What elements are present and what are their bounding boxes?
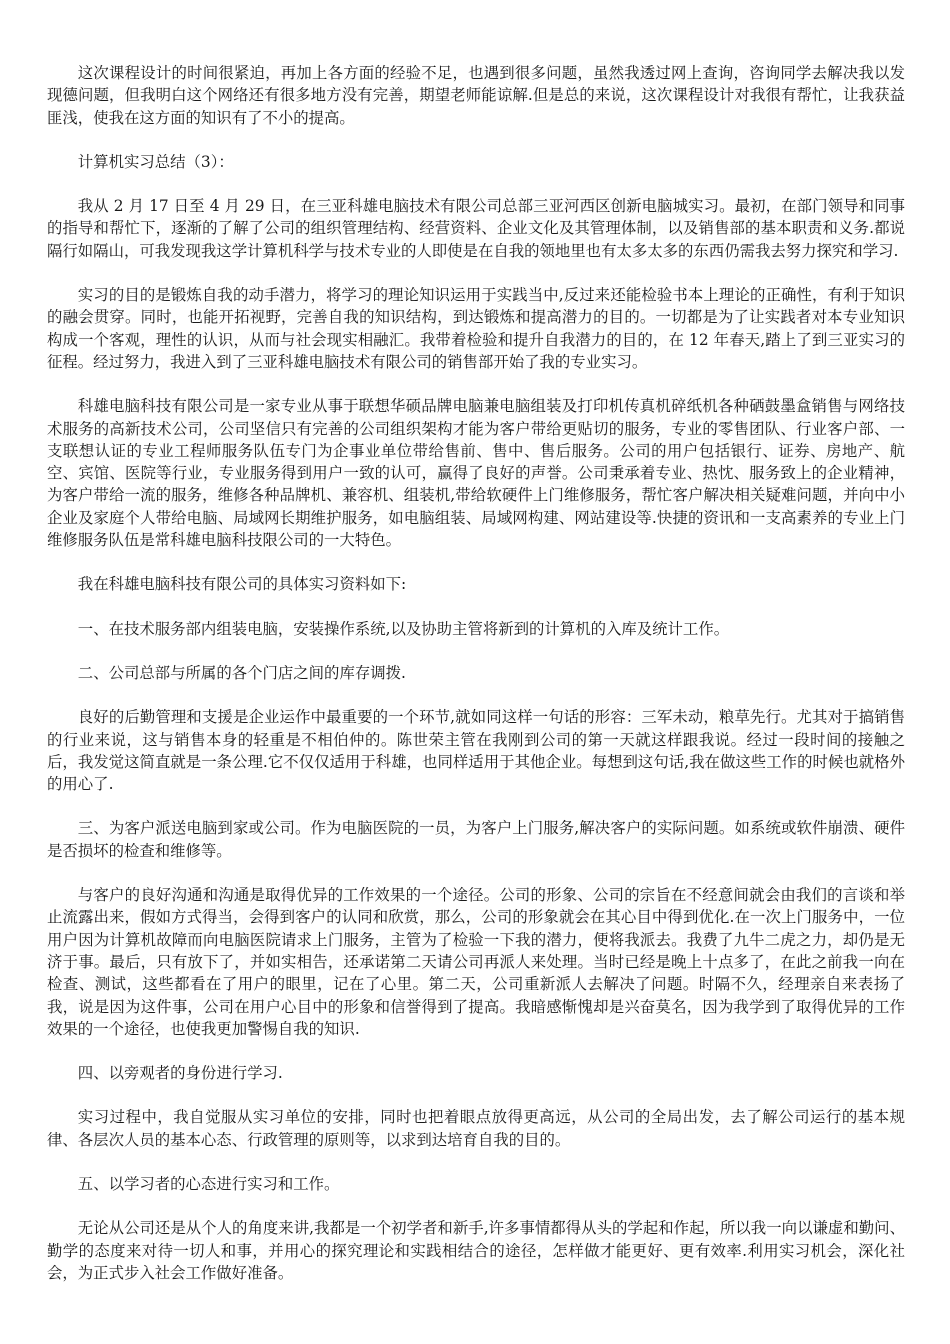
paragraph-company-profile: 科雄电脑科技有限公司是一家专业从事于联想华硕品牌电脑兼电脑组装及打印机传真机碎纸机各种硒鼓墨盒销售与网络技术服务的高新技术公司，公司坚信只有完善的公司组织架构才能为客户带给更贴切的服务，专业的零售团队、行业客户部、一支联想认证的专业工程师服务队伍专门为企事业单位带给售前、售中、售后服务。公司的用户包括银行、证券、房地产、航空、宾馆、医院等行业，专业服务得到用户一致的认可，赢得了良好的声誉。公司秉承着专业、热忱、服务致上的企业精神，为客户带给一流的服务，维修各种品牌机、兼容机、组装机,带给软硬件上门维修服务，帮忙客户解决相关疑难问题，并向中小企业及家庭个人带给电脑、局域网长期维护服务，如电脑组装、局域网构建、网站建设等.快捷的资讯和一支高素养的专业上门维修服务队伍是常科雄电脑科技限公司的一大特色。	[47, 397, 905, 550]
paragraph-internship-purpose: 实习的目的是锻炼自我的动手潜力，将学习的理论知识运用于实践当中,反过来还能检验书本上理论的正确性，有利于知识的融会贯穿。同时，也能开拓视野，完善自我的知识结构，到达锻炼和提高潜力的目的。一切都是为了让实践者对本专业知识构成一个客观，理性的认识，从而与社会现实相融汇。我带着检验和提升自我潜力的目的，在 12 年春天,踏上了到三亚实习的征程。经过努力，我进入到了三亚科雄电脑技术有限公司的销售部开始了我的专业实习。	[47, 286, 905, 371]
paragraph-internship-intro: 我从 2 月 17 日至 4 月 29 日，在三亚科雄电脑技术有限公司总部三亚河西区创新电脑城实习。最初，在部门领导和同事的指导和帮忙下，逐渐的了解了公司的组织管理结构、经营资料、企业文化及其管理体制，以及销售部的基本职责和义务.都说隔行如隔山，可我发现我这学计算机科学与技术专业的人即使是在自我的领地里也有太多太多的东西仍需我去努力探究和学习.	[47, 197, 905, 260]
paragraph-course-design-summary: 这次课程设计的时间很紧迫，再加上各方面的经验不足，也遇到很多问题，虽然我透过网上查询，咨询同学去解决我以发现德问题，但我明白这个网络还有很多地方没有完善，期望老师能谅解.但是总的来说，这次课程设计对我很有帮忙，让我获益匪浅，使我在这方面的知识有了不小的提高。	[47, 64, 905, 127]
paragraph-observer-learning: 实习过程中，我自觉服从实习单位的安排，同时也把着眼点放得更高远，从公司的全局出发，去了解公司运行的基本规律、各层次人员的基本心态、行政管理的原则等，以求到达培育自我的目的。	[47, 1108, 905, 1149]
list-item-1: 一、在技术服务部内组装电脑，安装操作系统,以及协助主管将新到的计算机的入库及统计工作。	[77, 619, 730, 638]
section-heading-internship-summary-3: 计算机实习总结（3）：	[77, 152, 234, 171]
list-item-3: 三、为客户派送电脑到家或公司。作为电脑医院的一员，为客户上门服务,解决客户的实际问题。如系统或软件崩溃、硬件是否损坏的检查和维修等。	[47, 819, 905, 860]
paragraph-internship-details-intro: 我在科雄电脑科技有限公司的具体实习资料如下:	[77, 575, 407, 594]
document-body	[47, 62, 905, 1306]
list-item-5: 五、以学习者的心态进行实习和工作。	[77, 1174, 340, 1193]
list-item-4: 四、以旁观者的身份进行学习.	[77, 1064, 283, 1083]
list-item-2: 二、公司总部与所属的各个门店之间的库存调拨.	[77, 663, 406, 682]
paragraph-learner-attitude: 无论从公司还是从个人的角度来讲,我都是一个初学者和新手,许多事情都得从头的学起和作起，所以我一向以谦虚和勤问、勤学的态度来对待一切人和事，并用心的探究理论和实践相结合的途径，怎样做才能更好、更有效率.利用实习机会，深化社会，为正式步入社会工作做好准备。	[47, 1219, 905, 1282]
paragraph-customer-communication: 与客户的良好沟通和沟通是取得优异的工作效果的一个途径。公司的形象、公司的宗旨在不经意间就会由我们的言谈和举止流露出来，假如方式得当，会得到客户的认同和欣赏，那么，公司的形象就会在其心目中得到优化.在一次上门服务中，一位用户因为计算机故障而向电脑医院请求上门服务，主管为了检验一下我的潜力，便将我派去。我费了九牛二虎之力，却仍是无济于事。最后，只有放下了，并如实相告，还承诺第二天请公司再派人来处理。当时已经是晚上十点多了，在此之前我一向在检查、测试，这些都看在了用户的眼里，记在了心里。第二天，公司重新派人去解决了问题。时隔不久，经理亲自来表扬了我，说是因为这件事，公司在用户心目中的形象和信誉得到了提高。我暗感惭愧却是兴奋莫名，因为我学到了取得优异的工作效果的一个途径，也使我更加警惕自我的知识.	[47, 886, 905, 1038]
paragraph-logistics: 良好的后勤管理和支援是企业运作中最重要的一个环节,就如同这样一句话的形容：三军未动，粮草先行。尤其对于搞销售的行业来说，这与销售本身的轻重是不相伯仲的。陈世荣主管在我刚到公司的第一天就这样跟我说。经过一段时间的接触之后，我发觉这简直就是一条公理.它不仅仅适用于科雄，也同样适用于其他企业。每想到这句话,我在做这些工作的时候也就格外的用心了.	[47, 708, 905, 794]
